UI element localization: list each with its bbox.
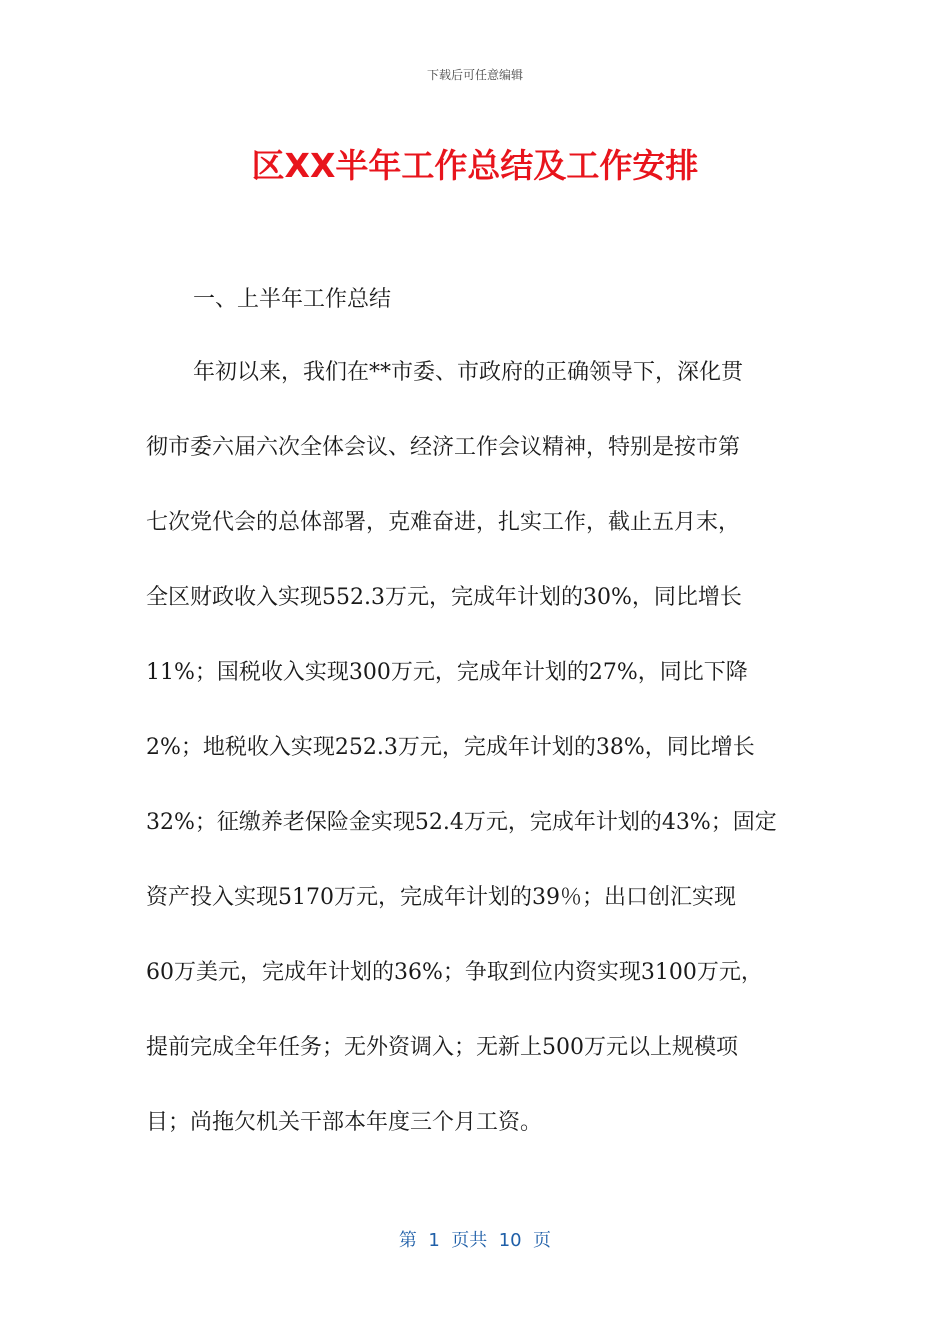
paragraph-line: 11%；国税收入实现300万元，完成年计划的27%，同比下降 [146, 660, 748, 685]
page-indicator: 第 1 页共 10 页 [398, 1230, 552, 1251]
document-title: 区XX半年工作总结及工作安排 [251, 146, 699, 185]
paragraph-line: 彻市委六届六次全体会议、经济工作会议精神，特别是按市第 [146, 435, 741, 460]
paragraph-line: 提前完成全年任务；无外资调入；无新上500万元以上规模项 [146, 1035, 738, 1060]
paragraph-line: 资产投入实现5170万元，完成年计划的39％；出口创汇实现 [146, 885, 736, 910]
header-note: 下载后可任意编辑 [426, 68, 523, 82]
paragraph-line: 全区财政收入实现552.3万元，完成年计划的30%，同比增长 [146, 585, 742, 610]
paragraph-line: 年初以来，我们在**市委、市政府的正确领导下，深化贯 [193, 360, 744, 385]
paragraph-line: 目；尚拖欠机关干部本年度三个月工资。 [146, 1110, 543, 1135]
paragraph-line: 七次党代会的总体部署，克难奋进，扎实工作，截止五月末， [146, 510, 741, 535]
paragraph-line: 32%；征缴养老保险金实现52.4万元，完成年计划的43%；固定 [146, 810, 777, 835]
paragraph-line: 2%；地税收入实现252.3万元，完成年计划的38%，同比增长 [146, 735, 755, 760]
section-heading: 一、上半年工作总结 [193, 287, 392, 312]
paragraph-line: 60万美元，完成年计划的36%；争取到位内资实现3100万元， [146, 960, 763, 985]
